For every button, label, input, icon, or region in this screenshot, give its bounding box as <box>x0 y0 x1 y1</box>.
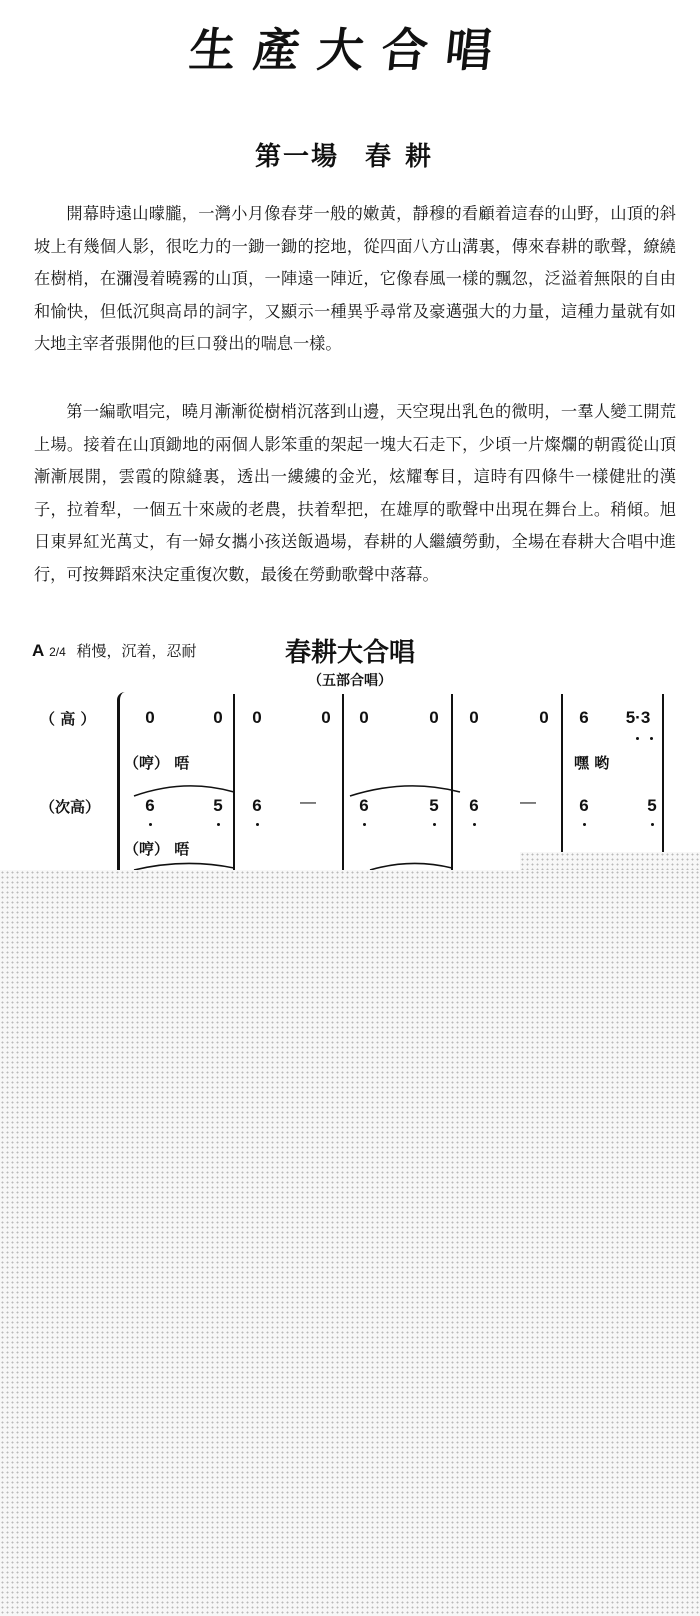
note: 0 <box>539 708 549 727</box>
scan-background <box>520 852 700 870</box>
note: 5 <box>213 796 223 815</box>
octave-dot <box>363 823 366 826</box>
slur <box>346 782 466 798</box>
octave-dot <box>583 823 586 826</box>
octave-dot <box>650 737 653 740</box>
voice-label-mezzo: （次高） <box>40 798 101 816</box>
voice-label-soprano: （ 高 ） <box>40 710 96 728</box>
key-signature: A <box>32 641 45 660</box>
score-tempo-marking <box>32 640 197 661</box>
scan-background <box>0 870 700 1616</box>
slur <box>130 782 240 798</box>
octave-dot <box>433 823 436 826</box>
octave-dot <box>651 823 654 826</box>
note: 5·3 <box>625 708 651 727</box>
lyric-hey-yo: 嘿 哟 <box>574 754 610 772</box>
hold-dash: — <box>520 794 536 811</box>
note: 6 <box>469 796 479 815</box>
time-signature: 2/4 <box>49 645 66 659</box>
calligraphy-title: 生產大合唱 <box>186 23 513 77</box>
octave-dot <box>149 823 152 826</box>
note: 0 <box>252 708 262 727</box>
note: 6 <box>359 796 369 815</box>
paragraph-2-text: 第一編歌唱完，曉月漸漸從樹梢沉落到山邊，天空現出乳色的微明，一羣人變工開荒上場。接着在山頂鋤地的兩個人影笨重的架起一塊大石走下，少頃一片燦爛的朝霞從山頂漸漸展開，雲霞的隙縫裏，透出一縷縷的金光，炫耀奪目，這時有四條牛一樣健壯的漢子，拉着犁，一個五十來歲的老農，扶着犁把，在雄厚的歌聲中出現在舞台上。稍傾。旭日東昇紅光萬丈，有一婦女攜小孩送飯過場，春耕的人繼續勞動，全場在春耕大合唱中進行，可按舞蹈來決定重復次數，最後在勞動歌聲中落幕。 <box>34 402 676 584</box>
score-title: 春耕大合唱 <box>284 638 415 668</box>
octave-dot <box>217 823 220 826</box>
note: 0 <box>145 708 155 727</box>
paragraph-1 <box>34 198 676 361</box>
note: 0 <box>359 708 369 727</box>
bar-line <box>342 694 344 870</box>
bar-line <box>561 694 563 870</box>
hold-dash: — <box>300 794 316 811</box>
bar-line <box>662 694 664 854</box>
scene-title <box>0 136 700 173</box>
note: 0 <box>469 708 479 727</box>
octave-dot <box>256 823 259 826</box>
note: 6 <box>579 708 589 727</box>
note: 6 <box>145 796 155 815</box>
tempo-text: 稍慢，沉着，忍耐 <box>76 642 197 660</box>
voice-label-soprano-hum: （哼） 唔 <box>124 754 190 772</box>
voice-label-mezzo-hum: （哼） 唔 <box>124 840 190 858</box>
note: 6 <box>252 796 262 815</box>
note: 0 <box>321 708 331 727</box>
octave-dot <box>473 823 476 826</box>
scene-name: 春耕 <box>365 142 446 172</box>
note: 5 <box>429 796 439 815</box>
system-brace <box>117 692 126 870</box>
note: 0 <box>429 708 439 727</box>
scene-number: 第一場 <box>254 142 339 172</box>
note: 0 <box>213 708 223 727</box>
paragraph-2 <box>34 396 676 592</box>
octave-dot <box>636 737 639 740</box>
score-subtitle: （五部合唱） <box>308 673 392 689</box>
note: 6 <box>579 796 589 815</box>
note: 5 <box>647 796 657 815</box>
paragraph-1-text: 開幕時遠山曚朧，一灣小月像春芽一般的嫩黃，靜穆的看顧着這春的山野，山頂的斜坡上有幾個人影，很吃力的一鋤一鋤的挖地，從四面八方山溝裏，傳來春耕的歌聲，繚繞在樹梢，在瀰漫着曉霧的山頂，一陣遠一陣近，它像春風一樣的飄忽，泛溢着無限的自由和愉快，但低沉與高昂的詞字，又顯示一種異乎尋常及豪邁强大的力量，這種力量就有如大地主宰者張開他的巨口發出的喘息一樣。 <box>34 204 676 354</box>
